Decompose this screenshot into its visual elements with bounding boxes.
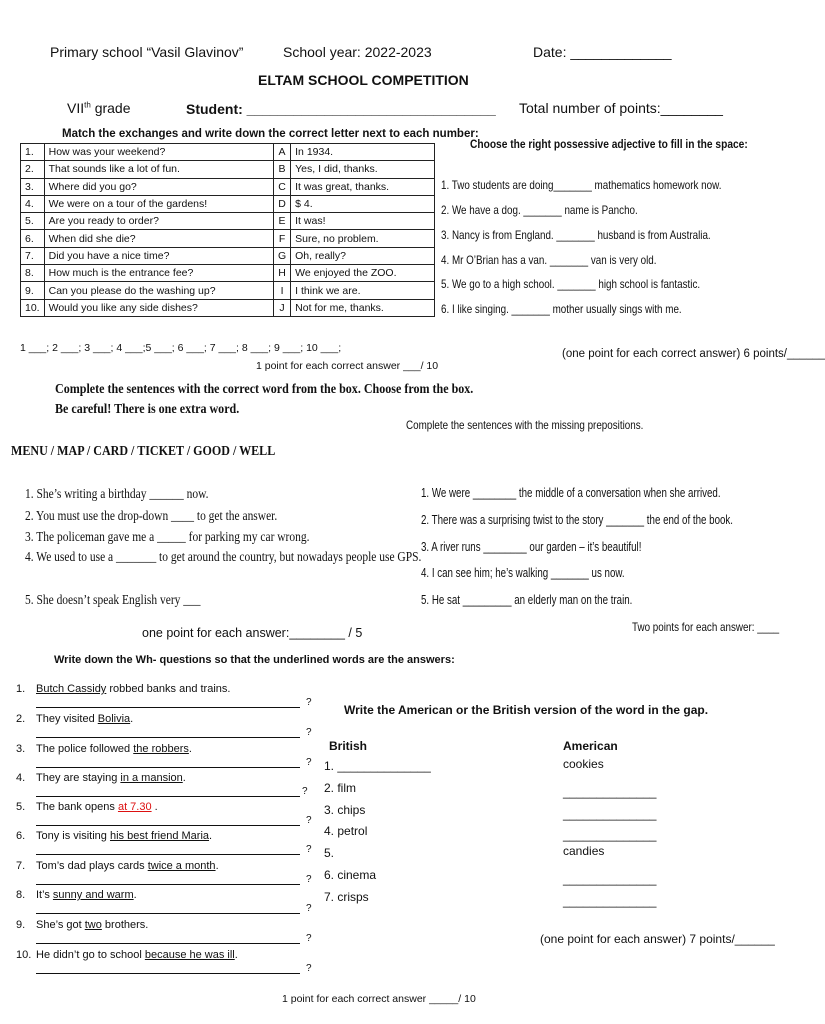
wh-underlined-answer: in a mansion	[120, 772, 183, 784]
grade-label	[67, 100, 131, 116]
match-answers-line: 1 ___; 2 ___; 3 ___; 4 ___;5 ___; 6 ___; 7 ___; 8 ___; 9 ___; 10 ___;	[20, 342, 342, 354]
table-row	[21, 247, 435, 264]
match-question: Did you have a nice time?	[44, 247, 273, 264]
word-box: MENU / MAP / CARD / TICKET / GOOD / WELL	[11, 444, 276, 459]
wh-number: 8.	[16, 889, 26, 901]
british-word: 5.	[324, 846, 335, 860]
match-answer: In 1934.	[291, 144, 435, 161]
match-answer: Yes, I did, thanks.	[291, 161, 435, 178]
grade-sup: th	[84, 100, 91, 110]
answer-line[interactable]	[36, 796, 300, 797]
prepositions-instruction: Complete the sentences with the missing prepositions.	[406, 418, 644, 432]
match-number: 10.	[21, 299, 45, 316]
wh-item	[16, 830, 212, 842]
table-row	[21, 195, 435, 212]
wh-text: She’s got	[36, 919, 85, 931]
wh-text: Tom’s dad plays cards	[36, 860, 148, 872]
american-word: ______________	[563, 872, 657, 886]
question-mark: ?	[306, 933, 312, 944]
wh-text-end: robbed banks and trains.	[106, 683, 231, 695]
american-word: cookies	[563, 757, 604, 771]
wh-item	[16, 860, 219, 872]
question-mark: ?	[306, 963, 312, 974]
prepositions-item: 1. We were ________ the middle of a conversation when she arrived.	[421, 486, 721, 500]
british-word: 4. petrol	[324, 824, 368, 838]
table-row	[21, 282, 435, 299]
match-number: 7.	[21, 247, 45, 264]
match-letter: I	[273, 282, 290, 299]
wh-number: 10.	[16, 949, 32, 961]
match-question: Where did you go?	[44, 178, 273, 195]
wh-underlined-answer: twice a month	[147, 860, 216, 872]
words-instruction-1: Complete the sentences with the correct word from the box. Choose from the box.	[55, 382, 474, 397]
wh-number: 1.	[16, 683, 26, 695]
wh-number: 2.	[16, 713, 26, 725]
prepositions-item: 5. He sat _________ an elderly man on the train.	[421, 593, 633, 607]
match-answer: I think we are.	[291, 282, 435, 299]
ambr-score: (one point for each answer) 7 points/______	[540, 932, 775, 946]
wh-number: 3.	[16, 743, 26, 755]
grade-number: VII	[67, 100, 85, 116]
wh-underlined-answer: the robbers	[133, 743, 189, 755]
match-question: How much is the entrance fee?	[44, 265, 273, 282]
match-number: 8.	[21, 265, 45, 282]
answer-line[interactable]	[36, 884, 300, 885]
wh-underlined-answer: at 7.30	[117, 801, 152, 813]
british-word: 7. crisps	[324, 890, 369, 904]
words-item: 4. We used to use a _______ to get around the country, but nowadays people use GPS.	[25, 550, 422, 565]
possessive-item: 6. I like singing. _______ mother usually sings with me.	[441, 302, 682, 316]
table-row	[21, 178, 435, 195]
wh-underlined-answer: Butch Cassidy	[36, 683, 107, 695]
match-instruction: Match the exchanges and write down the correct letter next to each number:	[62, 128, 479, 140]
match-number: 9.	[21, 282, 45, 299]
wh-text: He didn’t go to school	[36, 949, 145, 961]
answer-line[interactable]	[36, 943, 300, 944]
american-word: ______________	[563, 894, 657, 908]
answer-line[interactable]	[36, 825, 300, 826]
wh-text-end: .	[234, 949, 238, 961]
wh-item	[16, 949, 238, 961]
school-year: School year: 2022-2023	[283, 44, 432, 60]
match-table	[20, 143, 435, 317]
wh-number: 7.	[16, 860, 26, 872]
wh-number: 4.	[16, 772, 26, 784]
wh-text-end: .	[182, 772, 186, 784]
british-heading: British	[329, 739, 368, 753]
wh-text: They visited	[36, 713, 98, 725]
match-number: 1.	[21, 144, 45, 161]
match-question: Would you like any side dishes?	[44, 299, 273, 316]
possessive-item: 1. Two students are doing_______ mathematics homework now.	[441, 178, 722, 192]
match-answer: It was great, thanks.	[291, 178, 435, 195]
words-score: one point for each answer:________ / 5	[142, 626, 363, 640]
wh-text-end: brothers.	[101, 919, 149, 931]
total-points-field: Total number of points:________	[519, 100, 723, 116]
table-row	[21, 161, 435, 178]
table-row	[21, 230, 435, 247]
wh-underlined-answer: because he was ill	[144, 949, 235, 961]
match-letter: E	[273, 213, 290, 230]
table-row	[21, 299, 435, 316]
match-number: 4.	[21, 195, 45, 212]
school-name: Primary school “Vasil Glavinov”	[50, 44, 244, 60]
table-row	[21, 213, 435, 230]
match-question: That sounds like a lot of fun.	[44, 161, 273, 178]
question-mark: ?	[306, 874, 312, 885]
possessive-item: 4. Mr O’Brian has a van. _______ van is very old.	[441, 253, 657, 267]
american-word: ______________	[563, 828, 657, 842]
wh-item	[16, 801, 158, 813]
american-word: ______________	[563, 807, 657, 821]
match-answer: Oh, really?	[291, 247, 435, 264]
question-mark: ?	[306, 844, 312, 855]
words-item: 1. She’s writing a birthday ______ now.	[25, 487, 209, 502]
question-mark: ?	[306, 903, 312, 914]
possessive-instruction: Choose the right possessive adjective to fill in the space:	[470, 137, 748, 151]
wh-item	[16, 713, 133, 725]
match-letter: G	[273, 247, 290, 264]
answer-line[interactable]	[36, 737, 300, 738]
british-word: 2. film	[324, 781, 357, 795]
match-letter: H	[273, 265, 290, 282]
wh-underlined-answer: two	[84, 919, 102, 931]
grade-word: grade	[94, 100, 131, 116]
match-number: 5.	[21, 213, 45, 230]
match-answer: Not for me, thanks.	[291, 299, 435, 316]
match-letter: F	[273, 230, 290, 247]
possessive-item: 3. Nancy is from England. _______ husband is from Australia.	[441, 228, 711, 242]
match-answer: $ 4.	[291, 195, 435, 212]
question-mark: ?	[306, 757, 312, 768]
match-letter: J	[273, 299, 290, 316]
wh-text-end: .	[133, 889, 137, 901]
wh-item	[16, 919, 148, 931]
wh-text-end: .	[151, 801, 158, 813]
match-number: 6.	[21, 230, 45, 247]
answer-line[interactable]	[36, 707, 300, 708]
match-question: When did she die?	[44, 230, 273, 247]
wh-item	[16, 743, 192, 755]
wh-underlined-answer: sunny and warm	[52, 889, 134, 901]
british-word: 1. ______________	[324, 759, 431, 773]
match-question: Can you please do the washing up?	[44, 282, 273, 299]
date-field: Date: _____________	[533, 44, 672, 60]
prepositions-item: 4. I can see him; he’s walking _______ us now.	[421, 566, 625, 580]
prepositions-item: 3. A river runs ________ our garden – it’s beautiful!	[421, 540, 642, 554]
answer-line[interactable]	[36, 854, 300, 855]
question-mark: ?	[306, 697, 312, 708]
match-letter: A	[273, 144, 290, 161]
prepositions-score: Two points for each answer: ____	[632, 620, 780, 634]
wh-text: They are staying	[36, 772, 121, 784]
wh-underlined-answer: his best friend Maria	[109, 830, 210, 842]
answer-line[interactable]	[36, 913, 300, 914]
wh-text-end: .	[130, 713, 134, 725]
student-field: Student: ________________________________	[186, 101, 496, 117]
words-item: 3. The policeman gave me a _____ for parking my car wrong.	[25, 530, 310, 545]
ambr-instruction: Write the American or the British version of the word in the gap.	[344, 703, 709, 717]
answer-line[interactable]	[36, 973, 300, 974]
wh-text-end: .	[188, 743, 192, 755]
american-word: ______________	[563, 785, 657, 799]
american-heading: American	[563, 739, 618, 753]
match-question: We were on a tour of the gardens!	[44, 195, 273, 212]
match-letter: D	[273, 195, 290, 212]
match-letter: B	[273, 161, 290, 178]
match-question: Are you ready to order?	[44, 213, 273, 230]
table-row	[21, 144, 435, 161]
wh-number: 9.	[16, 919, 26, 931]
wh-number: 5.	[16, 801, 26, 813]
wh-score: 1 point for each correct answer _____/ 10	[282, 993, 476, 1005]
answer-line[interactable]	[36, 767, 300, 768]
wh-text-end: .	[209, 830, 213, 842]
wh-number: 6.	[16, 830, 26, 842]
wh-instruction: Write down the Wh- questions so that the underlined words are the answers:	[54, 654, 455, 666]
words-instruction-2: Be careful! There is one extra word.	[55, 402, 240, 417]
british-word: 3. chips	[324, 803, 366, 817]
prepositions-item: 2. There was a surprising twist to the story _______ the end of the book.	[421, 513, 734, 527]
wh-item	[16, 772, 186, 784]
possessive-item: 2. We have a dog. _______ name is Pancho.	[441, 203, 638, 217]
question-mark: ?	[302, 786, 308, 797]
wh-text: The bank opens	[36, 801, 118, 813]
words-item: 2. You must use the drop-down ____ to get the answer.	[25, 509, 278, 524]
question-mark: ?	[306, 727, 312, 738]
british-word: 6. cinema	[324, 868, 377, 882]
possessive-score: (one point for each correct answer) 6 points/______	[562, 348, 825, 360]
wh-item	[16, 683, 230, 695]
match-answer: It was!	[291, 213, 435, 230]
match-number: 3.	[21, 178, 45, 195]
wh-text: The police followed	[36, 743, 134, 755]
wh-text-end: .	[215, 860, 219, 872]
possessive-item: 5. We go to a high school. _______ high school is fantastic.	[441, 277, 701, 291]
match-question: How was your weekend?	[44, 144, 273, 161]
words-item: 5. She doesn’t speak English very ___	[25, 593, 201, 608]
table-row	[21, 265, 435, 282]
match-answer: We enjoyed the ZOO.	[291, 265, 435, 282]
wh-item	[16, 889, 137, 901]
question-mark: ?	[306, 815, 312, 826]
wh-underlined-answer: Bolivia	[97, 713, 131, 725]
wh-text: Tony is visiting	[36, 830, 110, 842]
wh-text: It’s	[36, 889, 53, 901]
match-letter: C	[273, 178, 290, 195]
page-title: ELTAM SCHOOL COMPETITION	[258, 72, 469, 88]
american-word: candies	[563, 844, 605, 858]
match-answer: Sure, no problem.	[291, 230, 435, 247]
match-score: 1 point for each correct answer ___/ 10	[256, 360, 439, 372]
match-number: 2.	[21, 161, 45, 178]
